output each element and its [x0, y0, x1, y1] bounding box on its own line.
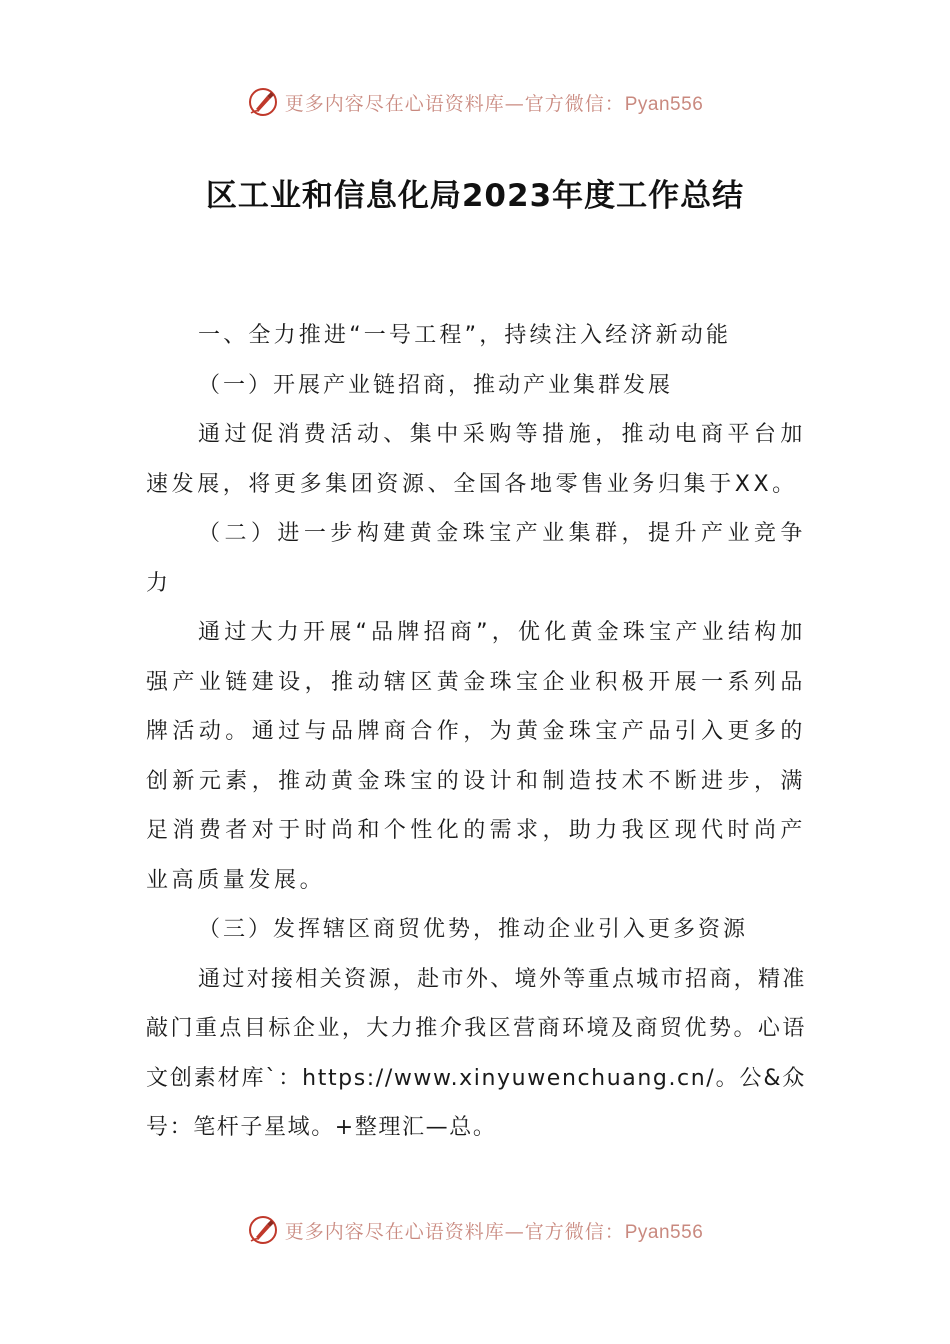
- pen-nib-logo-icon: [247, 1214, 279, 1246]
- document-body: [146, 311, 806, 1153]
- footer-watermark: [0, 1212, 950, 1248]
- subsection-heading-3: （三）发挥辖区商贸优势，推动企业引入更多资源: [198, 917, 749, 942]
- header-watermark: [0, 84, 950, 120]
- pen-nib-logo-icon: [247, 86, 279, 118]
- watermark-text: 更多内容尽在心语资料库—官方微信：Pyan556: [284, 92, 704, 115]
- body-paragraph-1: 通过促消费活动、集中采购等措施，推动电商平台加速发展，将更多集团资源、全国各地零售业务归集于XX。: [146, 422, 806, 497]
- body-paragraph-2: 通过大力开展“品牌招商”，优化黄金珠宝产业结构加强产业链建设，推动辖区黄金珠宝企业积极开展一系列品牌活动。通过与品牌商合作，为黄金珠宝产品引入更多的创新元素，推动黄金珠宝的设计和制造技术不断进步，满足消费者对于时尚和个性化的需求，助力我区现代时尚产业高质量发展。: [146, 620, 806, 893]
- watermark-wechat-id: Pyan556: [624, 1221, 704, 1243]
- subsection-heading-1: （一）开展产业链招商，推动产业集群发展: [198, 372, 674, 398]
- subsection-heading-2: （二）进一步构建黄金珠宝产业集群，提升产业竞争力: [146, 521, 806, 596]
- watermark-wechat-id: Pyan556: [624, 93, 704, 115]
- watermark-text: 更多内容尽在心语资料库—官方微信：Pyan556: [284, 1220, 704, 1243]
- body-paragraph-3: 通过对接相关资源，赴市外、境外等重点城市招商，精准敲门重点目标企业，大力推介我区营商环境及商贸优势。心语文创素材库`：https://www.xinyuwenchuang.cn/。公&众号：笔杆子星域。+整理汇—总。: [146, 966, 806, 1140]
- section-heading-1: 一、全力推进“一号工程”，持续注入经济新动能: [198, 323, 732, 348]
- document-title: 区工业和信息化局2023年度工作总结: [205, 178, 745, 214]
